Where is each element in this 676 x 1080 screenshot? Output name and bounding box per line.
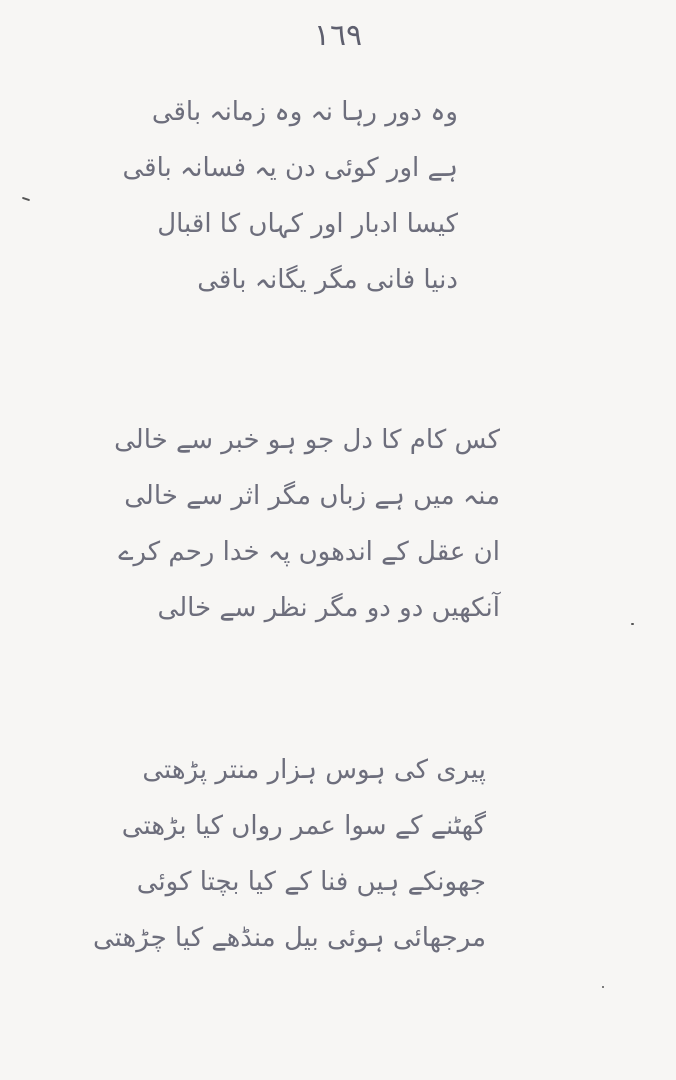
scan-speck	[602, 986, 604, 988]
verse-line: کس کام کا دل جو ہو خبر سے خالی	[114, 425, 500, 455]
stanza-1	[0, 84, 676, 308]
verse-line: وہ دور رہا نہ وہ زمانہ باقی	[151, 97, 458, 127]
verse-line: مرجھائی ہوئی بیل منڈھے کیا چڑھتی	[93, 923, 486, 953]
verse-line: منہ میں ہے زباں مگر اثر سے خالی	[124, 481, 500, 511]
verse-line: جھونکے ہیں فنا کے کیا بچتا کوئی	[136, 867, 486, 897]
verse-line: کیسا ادبار اور کہاں کا اقبال	[157, 209, 458, 239]
verse-line: پیری کی ہوس ہزار منتر پڑھتی	[142, 755, 486, 785]
verse-line: ہے اور کوئی دن یہ فسانہ باقی	[122, 153, 458, 183]
scan-speck	[631, 623, 634, 625]
stanza-3	[0, 742, 676, 966]
verse-line: گھٹنے کے سوا عمر رواں کیا بڑھتی	[121, 811, 486, 841]
stanza-2	[0, 412, 676, 636]
page-number: ١٦٩	[313, 18, 363, 53]
verse-line: آنکھیں دو دو مگر نظر سے خالی	[157, 593, 500, 623]
verse-line: ان عقل کے اندھوں پہ خدا رحم کرے	[118, 537, 500, 567]
verse-line: دنیا فانی مگر یگانہ باقی	[197, 265, 458, 295]
